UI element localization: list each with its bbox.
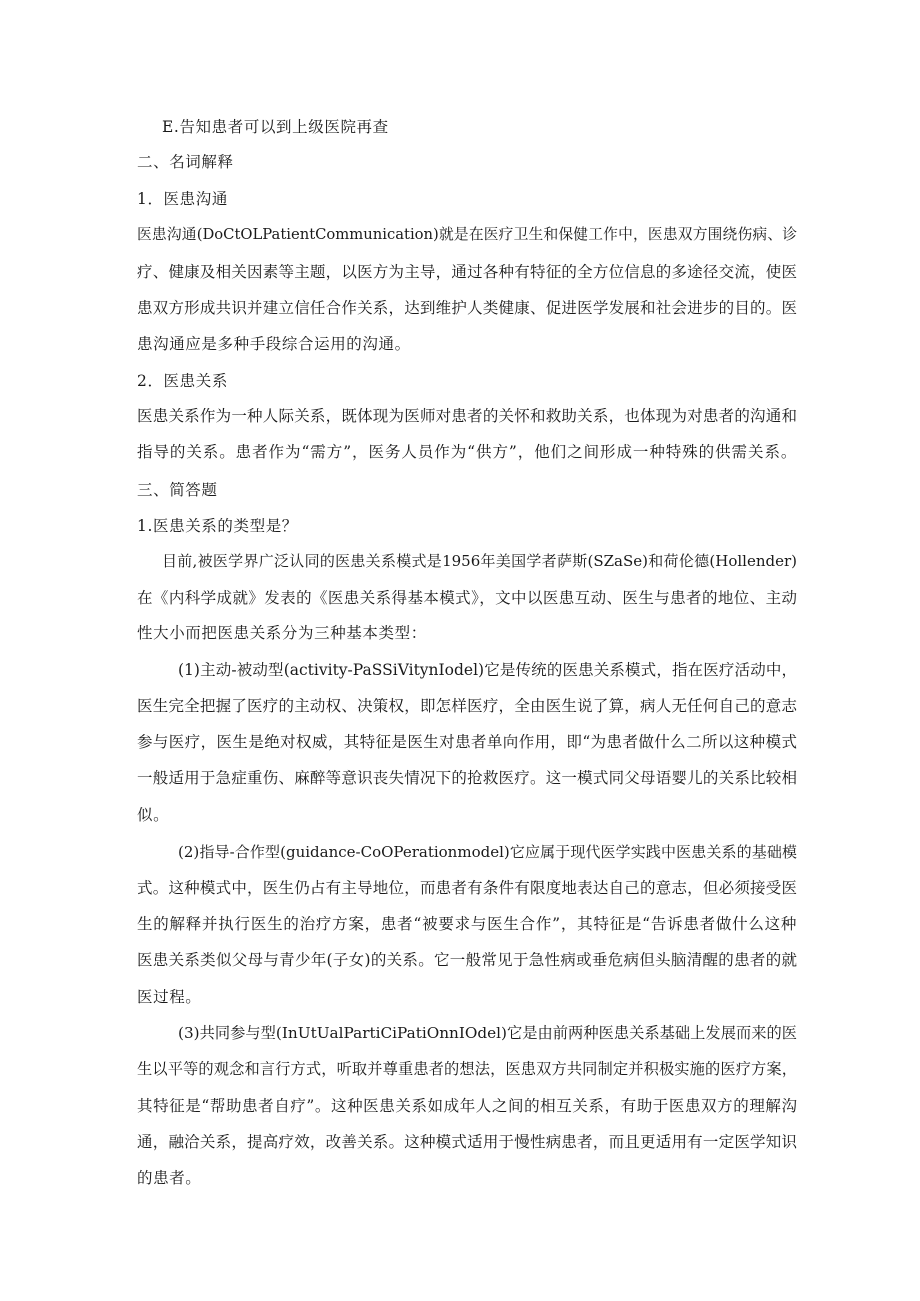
paragraph-line: 似。 [137,806,170,824]
paragraph-line: 指导的关系。患者作为“需方”，医务人员作为“供方”，他们之间形成一种特殊的供需关系。 [137,443,797,461]
paragraph-line: 一般适用于急症重伤、麻醉等意识丧失情况下的抢救医疗。这一模式同父母语婴儿的关系比较相 [137,769,797,787]
paragraph-line: 的患者。 [137,1169,202,1187]
paragraph-line: 患沟通应是多种手段综合运用的沟通。 [137,335,411,353]
paragraph-line: 医患关系作为一种人际关系，既体现为医师对患者的关怀和救助关系，也体现为对患者的沟通和 [137,407,797,425]
paragraph-line: 疗、健康及相关因素等主题，以医方为主导，通过各种有特征的全方位信息的多途径交流，使医 [137,263,797,281]
section-heading-short-answer: 三、简答题 [137,481,218,499]
paragraph-line: 生以平等的观念和言行方式，听取并尊重患者的想法，医患双方共同制定并积极实施的医疗方案， [137,1060,797,1078]
term-heading-relationship: 2．医患关系 [137,372,228,390]
section-heading-terms: 二、名词解释 [137,153,234,171]
paragraph-line: 医患沟通(DoCtOLPatientCommunication)就是在医疗卫生和保健工作中，医患双方围绕伤病、诊 [137,226,797,243]
paragraph-line: 患双方形成共识并建立信任合作关系，达到维护人类健康、促进医学发展和社会进步的目的。医 [137,299,797,317]
option-e-line: E.告知患者可以到上级医院再查 [162,118,389,136]
paragraph-line: 医患关系类似父母与青少年(子女)的关系。它一般常见于急性病或垂危病但头脑清醒的患者的就 [137,951,797,969]
paragraph-line: 式。这种模式中，医生仍占有主导地位，而患者有条件有限度地表达自己的意志，但必须接受医 [137,879,797,897]
paragraph-line: 通，融洽关系，提高疗效，改善关系。这种模式适用于慢性病患者，而且更适用有一定医学知识 [137,1133,797,1151]
paragraph-line: 其特征是“帮助患者自疗”。这种医患关系如成年人之间的相互关系，有助于医患双方的理解沟 [137,1097,797,1115]
paragraph-line: 目前,被医学界广泛认同的医患关系模式是1956年美国学者萨斯(SZaSe)和荷伦德(Hollender) [162,552,797,570]
paragraph-line: 参与医疗，医生是绝对权威，其特征是医生对患者单向作用，即“为患者做什么二所以这种模式 [137,733,797,751]
term-heading-communication: 1．医患沟通 [137,190,228,208]
question-heading: 1.医患关系的类型是？ [137,517,298,535]
model-1-line: (1)主动-被动型(activity-PaSSiVitynIodel)它是传统的医患关系模式，指在医疗活动中， [178,661,797,679]
paragraph-line: 性大小而把医患关系分为三种基本类型： [137,624,427,642]
paragraph-line: 在《内科学成就》发表的《医患关系得基本模式》，文中以医患互动、医生与患者的地位、主动 [137,589,797,607]
model-3-line: (3)共同参与型(InUtUalPartiCiPatiOnnIOdel)它是由前两种医患关系基础上发展而来的医 [178,1024,797,1042]
model-2-line: (2)指导-合作型(guidance-CoOPerationmodel)它应属于现代医学实践中医患关系的基础模 [178,843,797,861]
paragraph-line: 生的解释并执行医生的治疗方案，患者“被要求与医生合作”，其特征是“告诉患者做什么这种 [137,915,797,933]
paragraph-line: 医生完全把握了医疗的主动权、决策权，即怎样医疗，全由医生说了算，病人无任何自己的意志 [137,697,797,715]
paragraph-line: 医过程。 [137,988,202,1006]
